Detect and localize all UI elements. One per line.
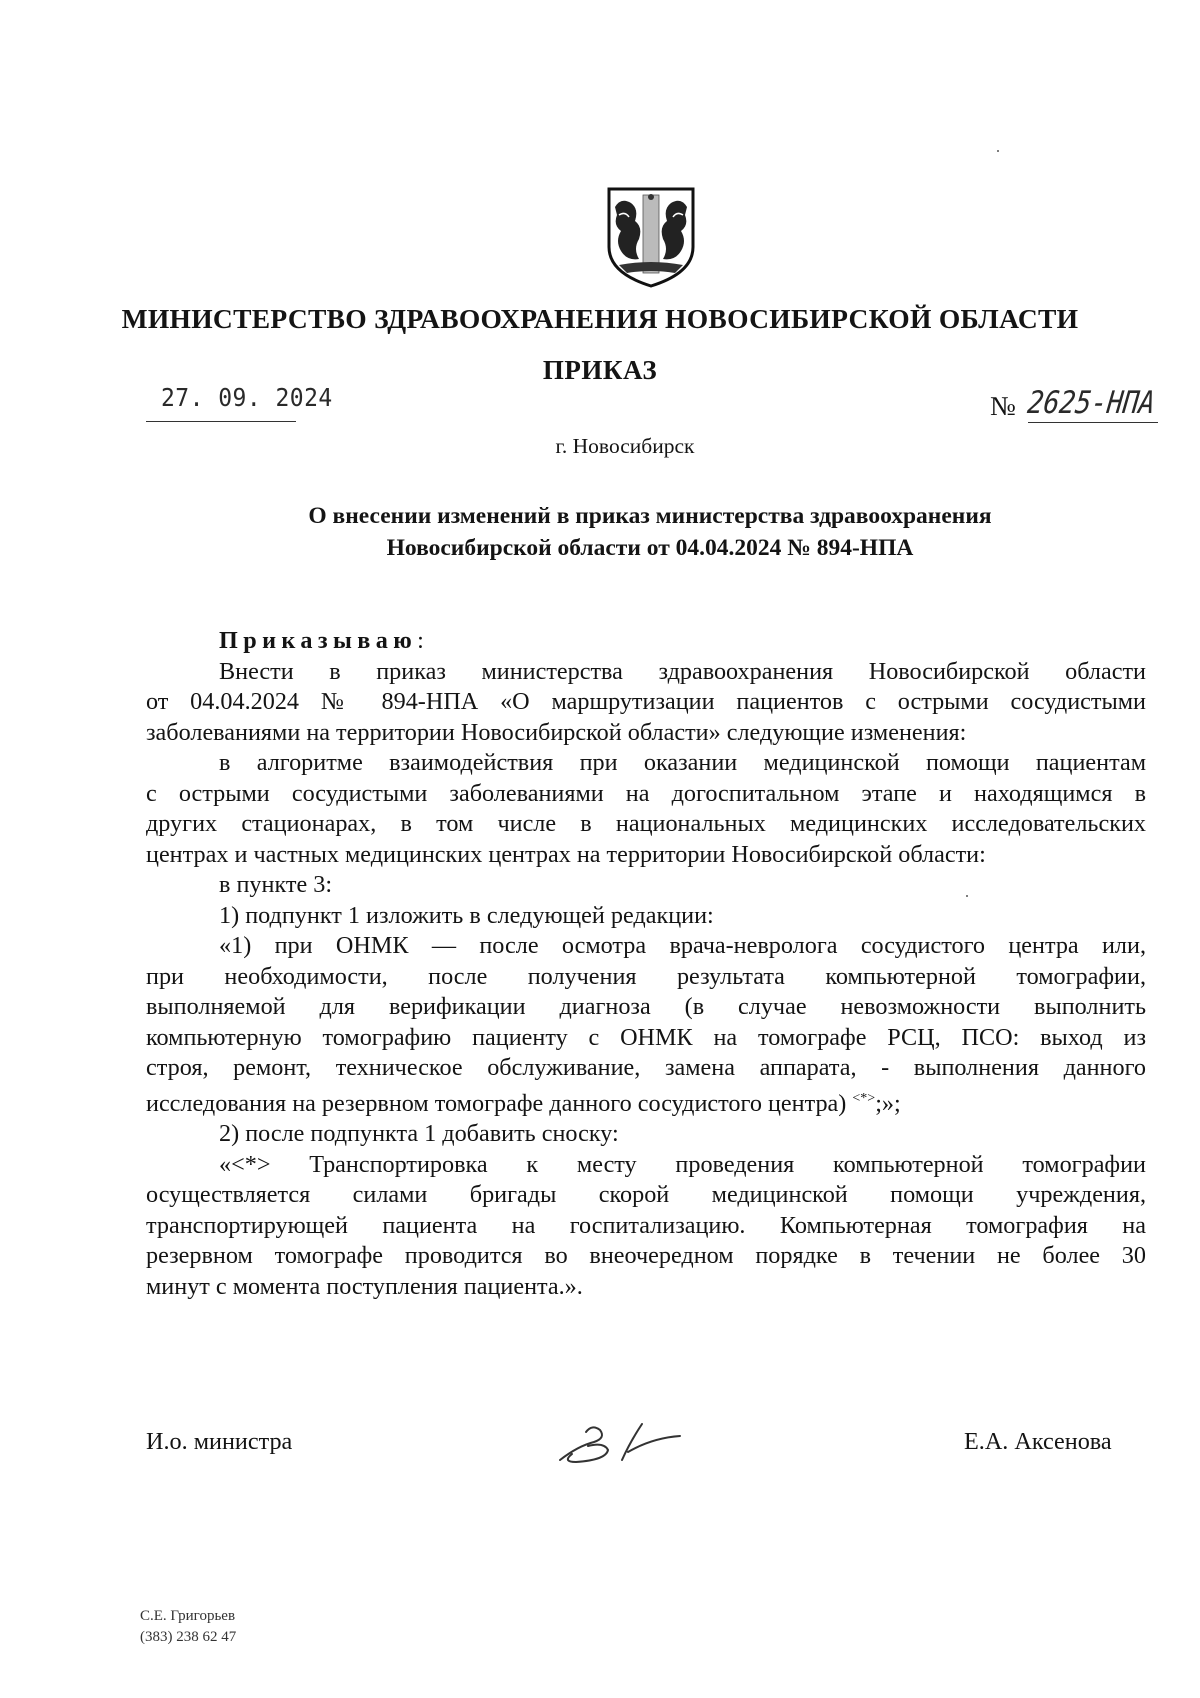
text-line: заболеваниями на территории Новосибирской области» следующие изменения: xyxy=(146,718,967,746)
order-date: 27. 09. 2024 xyxy=(161,383,333,412)
order-subject xyxy=(160,500,1140,564)
paragraph-subitem1: 1) подпункт 1 изложить в следующей редакции: xyxy=(219,901,714,929)
paragraph-item3: в пункте 3: xyxy=(219,871,333,898)
text-line: транспортирующей пациента на госпитализацию. Компьютерная томография на xyxy=(146,1211,1146,1239)
text-fragment: исследования на резервном томографе данного сосудистого центра) xyxy=(146,1089,847,1117)
text-line: осуществляется силами бригады скорой медицинской помощи учреждения, xyxy=(146,1181,1146,1208)
executor-name: С.Е. Григорьев xyxy=(140,1608,236,1624)
scan-speck xyxy=(997,150,999,152)
text-line: минут с момента поступления пациента.». xyxy=(146,1272,583,1300)
subject-line: Новосибирской области от 04.04.2024 № 894-НПА xyxy=(386,535,914,561)
order-word: Приказываю xyxy=(219,627,418,654)
text-line: выполняемой для верификации диагноза (в случае невозможности выполнить xyxy=(146,993,1146,1020)
scan-speck xyxy=(966,895,968,897)
text-line: Внести в приказ министерства здравоохранения Новосибирской области xyxy=(219,657,1146,685)
text-line: с острыми сосудистыми заболеваниями на догоспитальном этапе и находящимся в xyxy=(146,779,1146,807)
text-fragment: ;»; xyxy=(875,1089,901,1117)
paragraph-footnote-text xyxy=(146,1150,1146,1303)
subject-line: О внесении изменений в приказ министерства здравоохранения xyxy=(308,503,992,529)
text-line: центрах и частных медицинских центрах на территории Новосибирской области: xyxy=(146,840,986,868)
order-number: 2625-НПА xyxy=(1025,385,1157,421)
text-line: в алгоритме взаимодействия при оказании медицинской помощи пациентам xyxy=(219,749,1146,776)
signatory-position: И.о. министра xyxy=(146,1428,293,1455)
text-line: «1) при ОНМК — после осмотра врача-невролога сосудистого центра или, xyxy=(219,932,1146,959)
order-colon: : xyxy=(417,627,424,654)
paragraph-main xyxy=(146,657,1146,749)
paragraph-add-footnote: 2) после подпункта 1 добавить сноску: xyxy=(219,1120,619,1147)
executor-phone: (383) 238 62 47 xyxy=(140,1629,237,1645)
coat-of-arms-icon xyxy=(605,185,697,289)
footnote-mark: <*> xyxy=(852,1090,876,1106)
text-line: других стационарах, в том числе в национальных медицинских исследовательских xyxy=(146,810,1146,837)
number-underline xyxy=(1028,422,1158,423)
signatory-name: Е.А. Аксенова xyxy=(964,1428,1112,1455)
order-body xyxy=(146,626,1146,1302)
text-line: от 04.04.2024 № 894-НПА «О маршрутизации пациентов с острыми сосудистыми xyxy=(146,688,1146,715)
paragraph-algorithm xyxy=(146,748,1146,870)
text-line: при необходимости, после получения результата компьютерной томографии, xyxy=(146,962,1146,990)
paragraph-new-wording xyxy=(146,931,1146,1119)
document-type: ПРИКАЗ xyxy=(542,355,658,385)
text-line: компьютерную томографию пациенту с ОНМК на томографе РСЦ, ПСО: выход из xyxy=(146,1023,1146,1051)
executor-info xyxy=(140,1606,236,1648)
order-word-paragraph xyxy=(146,626,1146,657)
handwritten-signature xyxy=(548,1416,688,1468)
text-line-with-footnote xyxy=(146,1084,1146,1120)
number-sign: № xyxy=(990,391,1016,421)
text-line: резервном томографе проводится во внеочередном порядке в течении не более 30 xyxy=(146,1242,1146,1269)
text-line: строя, ремонт, техническое обслуживание, замена аппарата, - выполнения данного xyxy=(146,1054,1146,1081)
date-underline xyxy=(146,421,296,422)
city: г. Новосибирск xyxy=(555,434,695,458)
text-line: «<*> Транспортировка к месту проведения компьютерной томографии xyxy=(219,1150,1146,1178)
ministry-name: МИНИСТЕРСТВО ЗДРАВООХРАНЕНИЯ НОВОСИБИРСКОЙ ОБЛАСТИ xyxy=(121,303,1079,334)
